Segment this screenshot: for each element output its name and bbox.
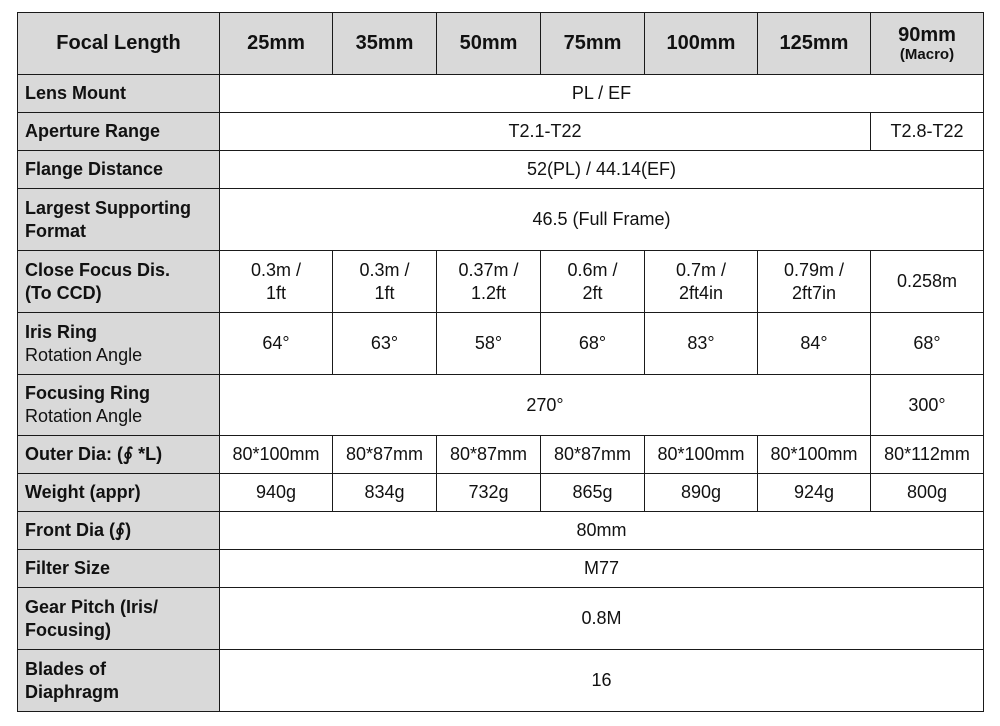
row-label-line1: Close Focus Dis. [25, 259, 171, 280]
row-label-line2: (To CCD) [25, 282, 102, 303]
macro-focal-main: 90mm [898, 24, 956, 46]
weight-100mm: 890g [645, 474, 758, 512]
table-row [18, 550, 984, 588]
close-focus-imperial: 2ft7in [791, 282, 837, 303]
table-row [18, 512, 984, 550]
gear-pitch-label [18, 588, 220, 650]
row-label-line1: Largest Supporting [25, 197, 191, 218]
table-row [18, 474, 984, 512]
row-label-line2: Focusing) [25, 619, 111, 640]
iris-ring-100mm: 83° [645, 313, 758, 375]
iris-ring-macro: 68° [871, 313, 984, 375]
macro-focal-sub: (Macro) [899, 46, 955, 63]
row-label-text: Filter Size [25, 558, 111, 578]
close-focus-imperial: 2ft [582, 282, 603, 303]
iris-ring-25mm: 64° [220, 313, 333, 375]
row-label-line1: Blades of [25, 658, 107, 679]
front-dia-label [18, 512, 220, 550]
focal-100mm-header: 100mm [645, 13, 758, 75]
outer-dia-75mm: 80*87mm [541, 436, 645, 474]
close-focus-macro: 0.258m [871, 251, 984, 313]
table-row [18, 313, 984, 375]
lens-mount-label [18, 75, 220, 113]
focal-125mm-header: 125mm [758, 13, 871, 75]
table-row [18, 251, 984, 313]
row-label-text: Flange Distance [25, 159, 164, 179]
lens-mount-value: PL / EF [220, 75, 984, 113]
row-label-line1: Iris Ring [25, 321, 98, 342]
focusing-ring-macro: 300° [871, 375, 984, 436]
aperture-range-label [18, 113, 220, 151]
close-focus-35mm [333, 251, 437, 313]
focal-35mm-header: 35mm [333, 13, 437, 75]
outer-dia-125mm: 80*100mm [758, 436, 871, 474]
row-label-line2: Diaphragm [25, 681, 120, 702]
iris-ring-75mm: 68° [541, 313, 645, 375]
filter-size-value: M77 [220, 550, 984, 588]
gear-pitch-value: 0.8M [220, 588, 984, 650]
close-focus-imperial: 1.2ft [470, 282, 507, 303]
aperture-range-value: T2.1-T22 [220, 113, 871, 151]
close-focus-imperial: 1ft [265, 282, 286, 303]
table-row [18, 189, 984, 251]
weight-125mm: 924g [758, 474, 871, 512]
close-focus-metric: 0.37m / [458, 259, 519, 280]
outer-dia-25mm: 80*100mm [220, 436, 333, 474]
table-row [18, 113, 984, 151]
flange-distance-label [18, 151, 220, 189]
outer-dia-label [18, 436, 220, 474]
row-label-line1: Gear Pitch (Iris/ [25, 596, 159, 617]
close-focus-metric: 0.7m / [675, 259, 727, 280]
iris-ring-35mm: 63° [333, 313, 437, 375]
row-label-line2: Rotation Angle [25, 406, 143, 426]
weight-macro: 800g [871, 474, 984, 512]
table-row [18, 650, 984, 712]
table-row [18, 588, 984, 650]
outer-dia-50mm: 80*87mm [437, 436, 541, 474]
close-focus-label [18, 251, 220, 313]
close-focus-metric: 0.79m / [783, 259, 845, 280]
largest-format-value: 46.5 (Full Frame) [220, 189, 984, 251]
focal-length-header: Focal Length [18, 13, 220, 75]
focal-75mm-header: 75mm [541, 13, 645, 75]
row-label-line1: Focusing Ring [25, 383, 150, 403]
close-focus-imperial: 2ft4in [678, 282, 724, 303]
close-focus-metric: 0.6m / [567, 259, 618, 280]
table-row [18, 151, 984, 189]
focusing-ring-label [18, 375, 220, 436]
header-row [18, 13, 984, 75]
close-focus-25mm [220, 251, 333, 313]
table-row [18, 436, 984, 474]
weight-50mm: 732g [437, 474, 541, 512]
front-dia-value: 80mm [220, 512, 984, 550]
flange-distance-value: 52(PL) / 44.14(EF) [220, 151, 984, 189]
focusing-ring-value: 270° [220, 375, 871, 436]
row-label-text: Weight (appr) [25, 482, 141, 502]
row-label-text: Front Dia (∮) [25, 520, 132, 540]
outer-dia-macro: 80*112mm [871, 436, 984, 474]
focal-90mm-macro-header [871, 13, 984, 75]
iris-ring-label [18, 313, 220, 375]
weight-35mm: 834g [333, 474, 437, 512]
close-focus-75mm [541, 251, 645, 313]
close-focus-50mm [437, 251, 541, 313]
row-label-text: Lens Mount [25, 83, 126, 103]
close-focus-metric: 0.3m / [359, 259, 410, 280]
focal-50mm-header: 50mm [437, 13, 541, 75]
close-focus-125mm [758, 251, 871, 313]
iris-ring-125mm: 84° [758, 313, 871, 375]
outer-dia-35mm: 80*87mm [333, 436, 437, 474]
iris-ring-50mm: 58° [437, 313, 541, 375]
close-focus-imperial: 1ft [374, 282, 395, 303]
close-focus-metric: 0.3m / [250, 259, 302, 280]
outer-dia-100mm: 80*100mm [645, 436, 758, 474]
row-label-line2: Format [25, 220, 87, 241]
row-label-text: Outer Dia: (∮ *L) [25, 444, 163, 464]
filter-size-label [18, 550, 220, 588]
weight-75mm: 865g [541, 474, 645, 512]
weight-25mm: 940g [220, 474, 333, 512]
blades-label [18, 650, 220, 712]
focal-25mm-header: 25mm [220, 13, 333, 75]
aperture-range-macro-value: T2.8-T22 [871, 113, 984, 151]
table-row [18, 75, 984, 113]
table-row [18, 375, 984, 436]
largest-format-label [18, 189, 220, 251]
lens-spec-table [17, 12, 984, 712]
weight-label [18, 474, 220, 512]
row-label-line2: Rotation Angle [25, 344, 143, 365]
close-focus-100mm [645, 251, 758, 313]
blades-value: 16 [220, 650, 984, 712]
row-label-text: Aperture Range [25, 121, 161, 141]
